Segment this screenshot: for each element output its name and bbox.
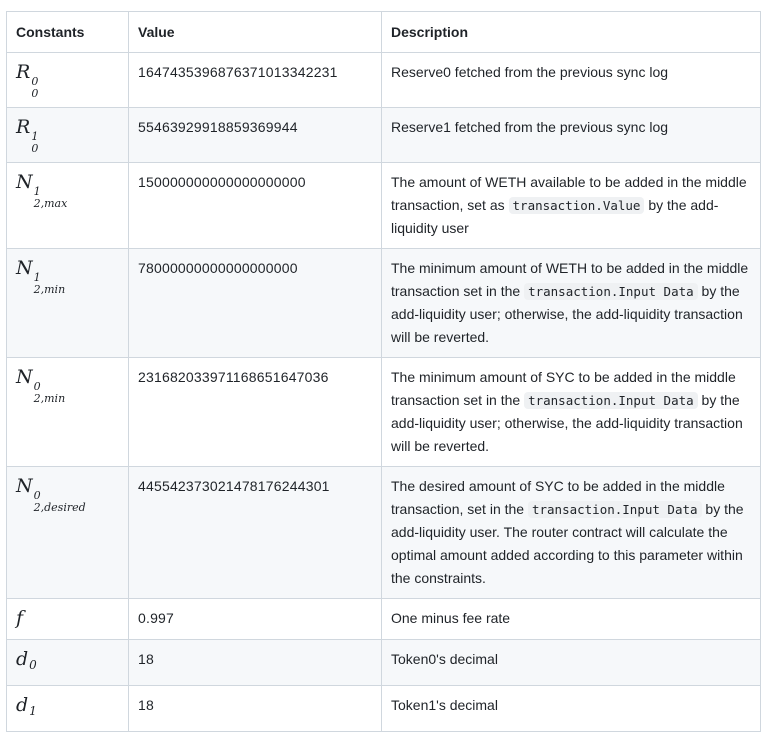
table-row (7, 163, 761, 249)
symbol-base: f (16, 607, 24, 629)
symbol-base: d (16, 648, 29, 670)
constant-symbol-cell (7, 640, 129, 686)
description-text: by the add-liquidity user; otherwise, the add-liquidity transaction will be reverted. (391, 283, 743, 345)
constant-description (382, 249, 761, 358)
constant-symbol-cell (7, 686, 129, 732)
constant-value: 18 (129, 640, 382, 686)
symbol-base: N (16, 171, 33, 193)
inline-code: transaction.Input Data (524, 283, 698, 300)
description-text: The minimum amount of WETH to be added in the middle transaction set in the (391, 260, 749, 299)
constant-description (382, 53, 761, 108)
description-text: The minimum amount of SYC to be added in the middle transaction set in the (391, 369, 736, 408)
constant-value: 1647435396876371013342231 (129, 53, 382, 108)
constant-symbol-cell (7, 108, 129, 163)
description-text: The amount of WETH available to be added in the middle transaction, set as (391, 174, 747, 213)
description-text: by the add-liquidity user. The router contract will calculate the optimal amount added according to this parameter within the constraints. (391, 501, 744, 586)
description-text: One minus fee rate (391, 610, 511, 626)
constant-symbol-cell (7, 599, 129, 640)
symbol-superscript: 1 (33, 271, 41, 284)
symbol-subscript: 0 (31, 87, 39, 100)
symbol-base: N (16, 366, 33, 388)
constant-value: 18 (129, 686, 382, 732)
symbol-scripts (34, 381, 66, 404)
description-text: Token0's decimal (391, 651, 498, 667)
constant-symbol (16, 257, 65, 295)
description-text: by the add-liquidity user (391, 197, 719, 236)
constant-symbol (16, 648, 37, 677)
header-description: Description (382, 12, 761, 53)
symbol-subscript: 2,min (33, 392, 66, 405)
table-row (7, 467, 761, 599)
symbol-base: N (16, 257, 33, 279)
symbol-base: R (16, 61, 31, 83)
description-text: Token1's decimal (391, 697, 498, 713)
constants-table (6, 11, 761, 732)
symbol-subscript: 2,min (33, 283, 66, 296)
table-row (7, 640, 761, 686)
table-header-row (7, 12, 761, 53)
constant-symbol (16, 607, 23, 630)
constant-symbol-cell (7, 467, 129, 599)
symbol-superscript: 1 (31, 130, 39, 143)
constant-symbol (16, 116, 38, 154)
constant-description (382, 467, 761, 599)
constant-symbol-cell (7, 163, 129, 249)
constant-symbol (16, 61, 38, 99)
symbol-subscript: 2,max (33, 197, 68, 210)
table-row (7, 358, 761, 467)
table-row (7, 53, 761, 108)
inline-code: transaction.Input Data (528, 501, 702, 518)
constant-symbol (16, 366, 65, 404)
table-row (7, 599, 761, 640)
table-row (7, 249, 761, 358)
symbol-subscript: 2,desired (33, 501, 86, 514)
header-constants: Constants (7, 12, 129, 53)
inline-code: transaction.Input Data (524, 392, 698, 409)
constant-description (382, 599, 761, 640)
symbol-superscript: 1 (33, 185, 41, 198)
constant-value: 0.997 (129, 599, 382, 640)
constant-symbol (16, 475, 86, 513)
symbol-scripts (34, 272, 66, 295)
description-text: The desired amount of SYC to be added in the middle transaction, set in the (391, 478, 725, 517)
symbol-subscript: 0 (31, 142, 39, 155)
constant-description (382, 358, 761, 467)
constant-symbol-cell (7, 358, 129, 467)
symbol-base: d (16, 694, 29, 716)
description-text: Reserve0 fetched from the previous sync log (391, 64, 669, 80)
symbol-scripts (31, 76, 38, 99)
table-body (7, 53, 761, 732)
constant-symbol-cell (7, 249, 129, 358)
table-row (7, 686, 761, 732)
constant-symbol-cell (7, 53, 129, 108)
symbol-superscript: 0 (33, 380, 41, 393)
symbol-subscript: 0 (29, 658, 37, 672)
symbol-superscript: 0 (33, 489, 41, 502)
symbol-base: R (16, 116, 31, 138)
constant-value: 445542373021478176244301 (129, 467, 382, 599)
constant-value: 78000000000000000000 (129, 249, 382, 358)
symbol-scripts (34, 490, 86, 513)
constant-symbol (16, 694, 37, 723)
symbol-subscript: 1 (29, 704, 37, 718)
constant-description (382, 640, 761, 686)
symbol-scripts (31, 131, 38, 154)
constant-description (382, 108, 761, 163)
description-text: Reserve1 fetched from the previous sync log (391, 119, 669, 135)
constant-symbol (16, 171, 67, 209)
constant-description (382, 163, 761, 249)
symbol-scripts (34, 186, 68, 209)
description-text: by the add-liquidity user; otherwise, the add-liquidity transaction will be reverted. (391, 392, 743, 454)
symbol-base: N (16, 475, 33, 497)
inline-code: transaction.Value (509, 197, 645, 214)
table-row (7, 108, 761, 163)
constant-value: 150000000000000000000 (129, 163, 382, 249)
constant-description (382, 686, 761, 732)
header-value: Value (129, 12, 382, 53)
constant-value: 2316820339711686516470​36 (129, 358, 382, 467)
constant-value: 55463929918859369944 (129, 108, 382, 163)
symbol-superscript: 0 (31, 75, 39, 88)
